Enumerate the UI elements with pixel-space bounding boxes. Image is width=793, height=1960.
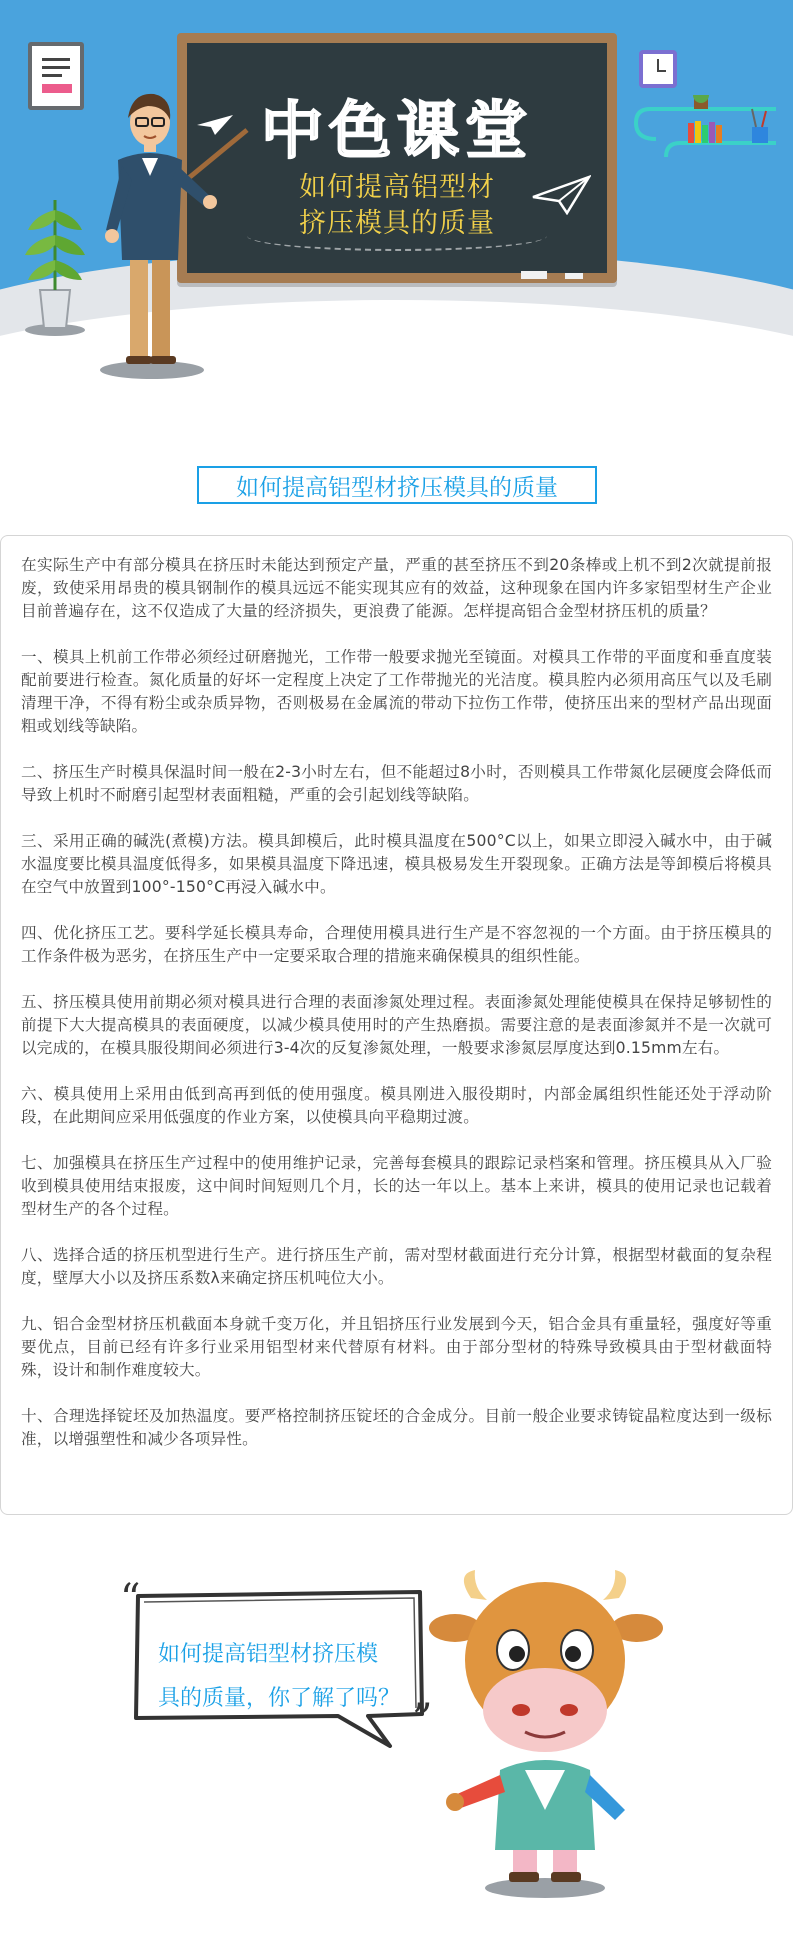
article-title: 如何提高铝型材挤压模具的质量 [197, 466, 597, 504]
paragraph-9: 九、铝合金型材挤压机截面本身就千变万化，并且铝挤压行业发展到今天，铝合金具有重量轻，强度好等重要优点，目前已经有许多行业采用铝型材来代替原有材料。由于部分型材的特殊导致模具由于型材截面特殊，设计和制作难度较大。 [21, 1315, 772, 1379]
bubble-line2: 具的质量，你了解了吗？ [158, 1686, 401, 1711]
bookshelf-icon [626, 95, 786, 175]
teacher-illustration-icon [92, 80, 252, 380]
memo-board-icon [28, 42, 84, 110]
quote-open-icon: “ [120, 1576, 141, 1622]
paragraph-2: 二、挤压生产时模具保温时间一般在2-3小时左右，但不能超过8小时，否则模具工作带氮化层硬度会降低而导致上机时不耐磨引起型材表面粗糙，严重的会引起划线等缺陷。 [21, 763, 772, 804]
header-banner [0, 0, 793, 440]
chalk-dashed-path [247, 221, 547, 251]
board-subtitle-line1: 如何提高铝型材 [299, 172, 495, 203]
board-subtitle-line2: 挤压模具的质量 [299, 208, 495, 239]
paragraph-intro: 在实际生产中有部分模具在挤压时未能达到预定产量，严重的甚至挤压不到20条棒或上机不到2次就提前报废，致使采用昂贵的模具钢制作的模具远远不能实现其应有的效益，这种现象在国内许多家铝型材生产企业目前普遍存在，这不仅造成了大量的经济损失，更浪费了能源。怎样提高铝合金型材挤压机的质量？ [21, 556, 772, 620]
paragraph-10: 十、合理选择锭坯及加热温度。要严格控制挤压锭坯的合金成分。目前一般企业要求铸锭晶粒度达到一级标准，以增强塑性和减少各项异性。 [21, 1407, 772, 1448]
speech-bubble [120, 1576, 433, 1754]
paper-plane-icon [531, 175, 591, 215]
article-content-card [0, 535, 793, 1515]
wall-clock-icon [639, 50, 677, 88]
paragraph-4: 四、优化挤压工艺。要科学延长模具寿命，合理使用模具进行生产是不容忽视的一个方面。由于挤压模具的工作条件极为恶劣，在挤压生产中一定要采取合理的措施来确保模具的组织性能。 [21, 924, 772, 965]
paragraph-1: 一、模具上机前工作带必须经过研磨抛光，工作带一般要求抛光至镜面。对模具工作带的平面度和垂直度装配前要进行检查。氮化质量的好坏一定程度上决定了工作带抛光的光洁度。模具腔内必须用高压气以及毛刷清理干净，不得有粉尘或杂质异物，否则极易在金属流的带动下拉伤工作带，使挤压出来的型材产品出现面粗或划线等缺陷。 [21, 648, 772, 735]
potted-plant-icon [20, 190, 90, 340]
paragraph-7: 七、加强模具在挤压生产过程中的使用维护记录，完善每套模具的跟踪记录档案和管理。挤压模具从入厂验收到模具使用结束报废，这中间时间短则几个月，长的达一年以上。基本上来讲，模具的使用记录也记载着型材生产的各个过程。 [21, 1154, 772, 1218]
board-title: 中色课堂 [260, 94, 533, 167]
chalk-piece [565, 273, 583, 279]
cartoon-cow-icon [425, 1570, 675, 1900]
chalk-piece [521, 271, 547, 279]
paragraph-3: 三、采用正确的碱洗(煮模)方法。模具卸模后，此时模具温度在500°C以上，如果立即浸入碱水中，由于碱水温度要比模具温度低得多，如果模具温度下降迅速，模具极易发生开裂现象。正确方法是等卸模后将模具在空气中放置到100°-150°C再浸入碱水中。 [21, 832, 772, 896]
paragraph-6: 六、模具使用上采用由低到高再到低的使用强度。模具刚进入服役期时，内部金属组织性能还处于浮动阶段，在此期间应采用低强度的作业方案，以使模具向平稳期过渡。 [21, 1085, 772, 1126]
bubble-line1: 如何提高铝型材挤压模 [158, 1642, 379, 1667]
paragraph-8: 八、选择合适的挤压机型进行生产。进行挤压生产前，需对型材截面进行充分计算，根据型材截面的复杂程度，壁厚大小以及挤压系数λ来确定挤压机吨位大小。 [21, 1246, 772, 1287]
quote-close-icon: ” [412, 1696, 433, 1742]
paragraph-5: 五、挤压模具使用前期必须对模具进行合理的表面渗氮处理过程。表面渗氮处理能使模具在保持足够韧性的前提下大大提高模具的表面硬度，以减少模具使用时的产生热磨损。需要注意的是表面渗氮并不是一次就可以完成的，在模具服役期间必须进行3-4次的反复渗氮处理，一般要求渗氮层厚度达到0.15mm左右。 [21, 993, 772, 1057]
